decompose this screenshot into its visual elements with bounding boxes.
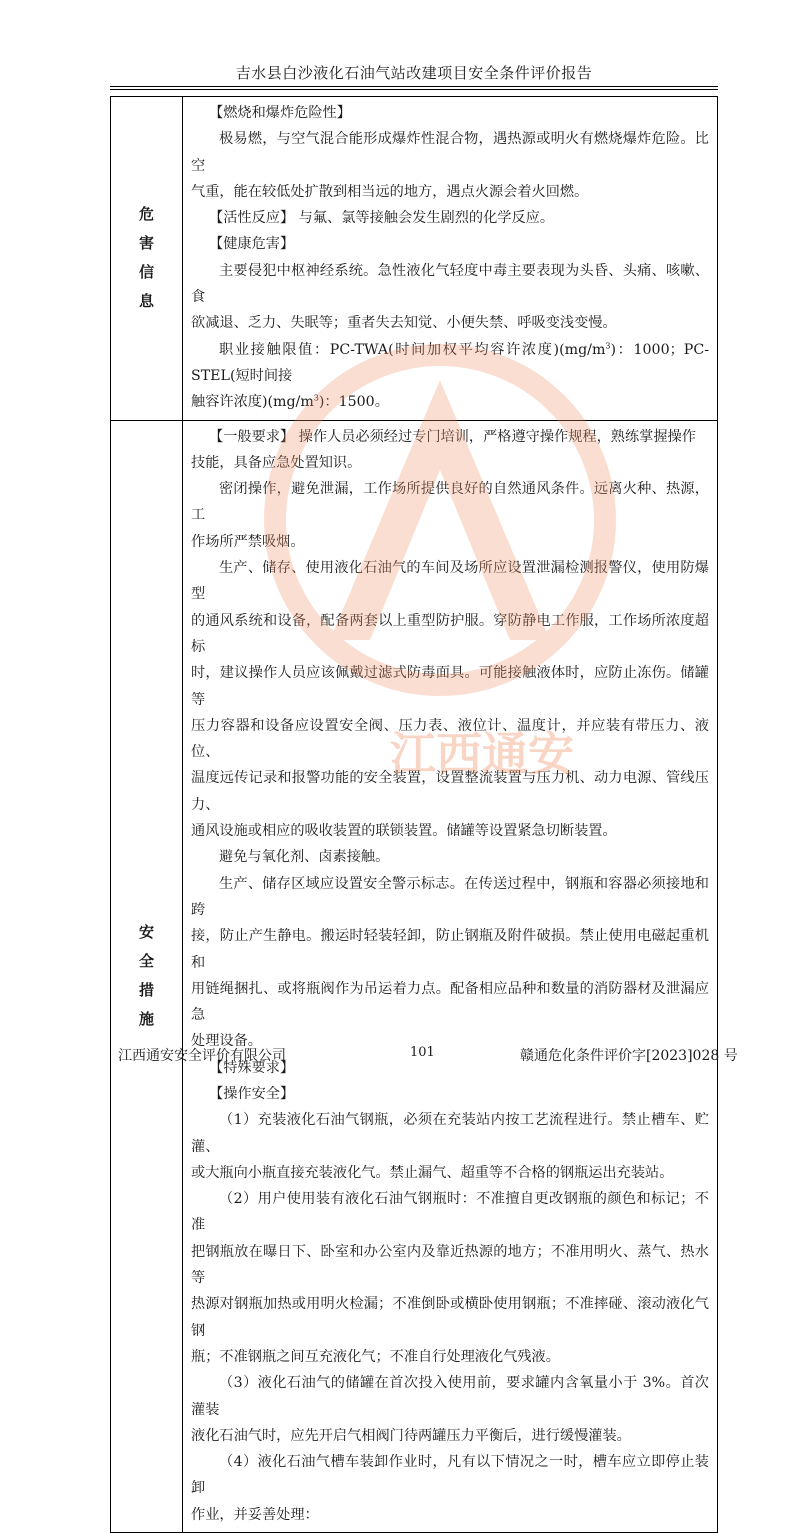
safety-text-line: 热源对钢瓶加热或用明火检漏；不准倒卧或横卧使用钢瓶；不准摔碰、滚动液化气钢 — [191, 1296, 709, 1339]
hazard-text-line: 欲减退、乏力、失眠等；重者失去知觉、小便失禁、呼吸变浅变慢。 — [191, 315, 617, 332]
header-rule-double — [110, 89, 718, 90]
exposure-limit-text: )：1000；PC-STEL(短时间接 — [191, 341, 709, 384]
safety-text-line: 或大瓶向小瓶直接充装液化气。禁止漏气、超重等不合格的钢瓶运出充装站。 — [191, 1164, 674, 1181]
safety-text-line: 生产、储存区域应设置安全警示标志。在传送过程中，钢瓶和容器必须接地和跨 — [191, 875, 709, 918]
safety-text-line: 的通风系统和设备，配备两套以上重型防护服。穿防静电工作服，工作场所浓度超标 — [191, 612, 709, 655]
safety-text-line: 通风设施或相应的吸收装置的联锁装置。储罐等设置紧急切断装置。 — [191, 823, 617, 840]
safety-content — [183, 420, 718, 1532]
special-requirements-heading: 【特殊要求】 — [209, 1059, 295, 1076]
hazard-label-char: 害 — [138, 234, 154, 253]
superscript: 3 — [313, 393, 319, 403]
hazard-label-char: 危 — [138, 205, 154, 224]
hazard-content — [183, 97, 718, 421]
hazard-text-line: 主要侵犯中枢神经系统。急性液化气轻度中毒主要表现为头昏、头痛、咳嗽、食 — [191, 262, 709, 306]
document-number: 赣通危化条件评价字[2023]028 号 — [520, 1048, 738, 1064]
safety-text-line: （4）液化石油气槽车装卸作业时，凡有以下情况之一时，槽车应立即停止装卸 — [191, 1454, 709, 1497]
safety-text-line: 避免与氧化剂、卤素接触。 — [219, 849, 390, 866]
safety-text-line: 作场所严禁吸烟。 — [191, 533, 305, 550]
hazard-label-cell — [111, 97, 183, 421]
operation-safety-heading: 【操作安全】 — [209, 1085, 295, 1102]
safety-text-line: 温度远传记录和报警功能的安全装置，设置整流装置与压力机、动力电源、管线压力、 — [191, 770, 709, 813]
hazard-text-line: 气重，能在较低处扩散到相当远的地方，遇点火源会着火回燃。 — [191, 183, 589, 200]
exposure-limit-text: 触容许浓度)(mg/m — [191, 394, 314, 411]
exposure-limit-line — [191, 389, 709, 415]
safety-text-line: 作业，并妥善处理： — [191, 1506, 319, 1523]
reactivity-line: 【活性反应】 与氟、氯等接触会发生剧烈的化学反应。 — [209, 210, 555, 227]
watermark-text: 江西通安 — [390, 727, 574, 781]
safety-text-line: 生产、储存、使用液化石油气的车间及场所应设置泄漏检测报警仪，使用防爆型 — [191, 560, 709, 603]
superscript: 3 — [605, 340, 611, 350]
page-number: 101 — [410, 1045, 435, 1060]
safety-label-char: 施 — [138, 1010, 154, 1029]
safety-text-line: 密闭操作，避免泄漏，工作场所提供良好的自然通风条件。远离火种、热源，工 — [191, 481, 709, 524]
exposure-limit-text: 职业接触限值：PC-TWA(时间加权平均容许浓度)(mg/m — [219, 341, 606, 358]
safety-text-line: 时，建议操作人员应该佩戴过滤式防毒面具。可能接触液体时，应防止冻伤。储罐等 — [191, 665, 709, 708]
fire-explosion-heading: 【燃烧和爆炸危险性】 — [209, 105, 351, 121]
safety-label-char: 措 — [138, 981, 154, 1000]
safety-text-line: 把钢瓶放在曝日下、卧室和办公室内及靠近热源的地方；不准用明火、蒸气、热水等 — [191, 1243, 709, 1287]
header-rule — [110, 86, 718, 87]
safety-label — [111, 918, 182, 1034]
general-requirements-line: 【一般要求】 操作人员必须经过专门培训，严格遵守操作规程，熟练掌握操作 — [209, 428, 696, 445]
safety-text-line: （2）用户使用装有液化石油气钢瓶时：不准擅自更改钢瓶的颜色和标记；不准 — [191, 1191, 709, 1234]
safety-text-line: 液化石油气时，应先开启气相阀门待两罐压力平衡后，进行缓慢灌装。 — [191, 1427, 631, 1444]
safety-label-char: 全 — [138, 952, 154, 971]
safety-label-char: 安 — [138, 923, 154, 942]
info-table — [110, 96, 718, 1533]
safety-text-line: 瓶；不准钢瓶之间互充液化气；不准自行处理液化气残液。 — [191, 1348, 560, 1365]
hazard-label-char: 信 — [138, 263, 154, 282]
safety-text-line: （1）充装液化石油气钢瓶，必须在充装站内按工艺流程进行。禁止槽车、贮灌、 — [191, 1112, 709, 1155]
safety-label-cell — [111, 420, 183, 1532]
footer-company: 江西通安安全评价有限公司 — [118, 1048, 286, 1064]
safety-text-line: 接，防止产生静电。搬运时轻装轻卸，防止钢瓶及附件破损。禁止使用电磁起重机和 — [191, 928, 709, 971]
health-hazard-heading: 【健康危害】 — [209, 236, 295, 253]
safety-text-line: （3）液化石油气的储罐在首次投入使用前，要求罐内含氧量小于 3%。首次灌装 — [191, 1375, 709, 1418]
hazard-label — [111, 200, 182, 316]
hazard-row — [111, 97, 718, 421]
safety-text-line: 技能，具备应急处置知识。 — [191, 454, 362, 471]
safety-text-line: 用链绳捆扎、或将瓶阀作为吊运着力点。配备相应品种和数量的消防器材及泄漏应急 — [191, 980, 709, 1024]
safety-text-line: 处理设备。 — [191, 1033, 262, 1050]
hazard-label-char: 息 — [138, 292, 154, 311]
exposure-limit-text: )：1500。 — [318, 394, 389, 411]
safety-row — [111, 420, 718, 1532]
exposure-limit-line — [191, 337, 709, 390]
safety-text-line: 压力容器和设备应设置安全阀、压力表、液位计、温度计，并应装有带压力、液位、 — [191, 717, 709, 761]
hazard-text-line: 极易燃，与空气混合能形成爆炸性混合物，遇热源或明火有燃烧爆炸危险。比空 — [191, 131, 709, 174]
page-header: 吉水县白沙液化石油气站改建项目安全条件评价报告 — [235, 64, 593, 82]
